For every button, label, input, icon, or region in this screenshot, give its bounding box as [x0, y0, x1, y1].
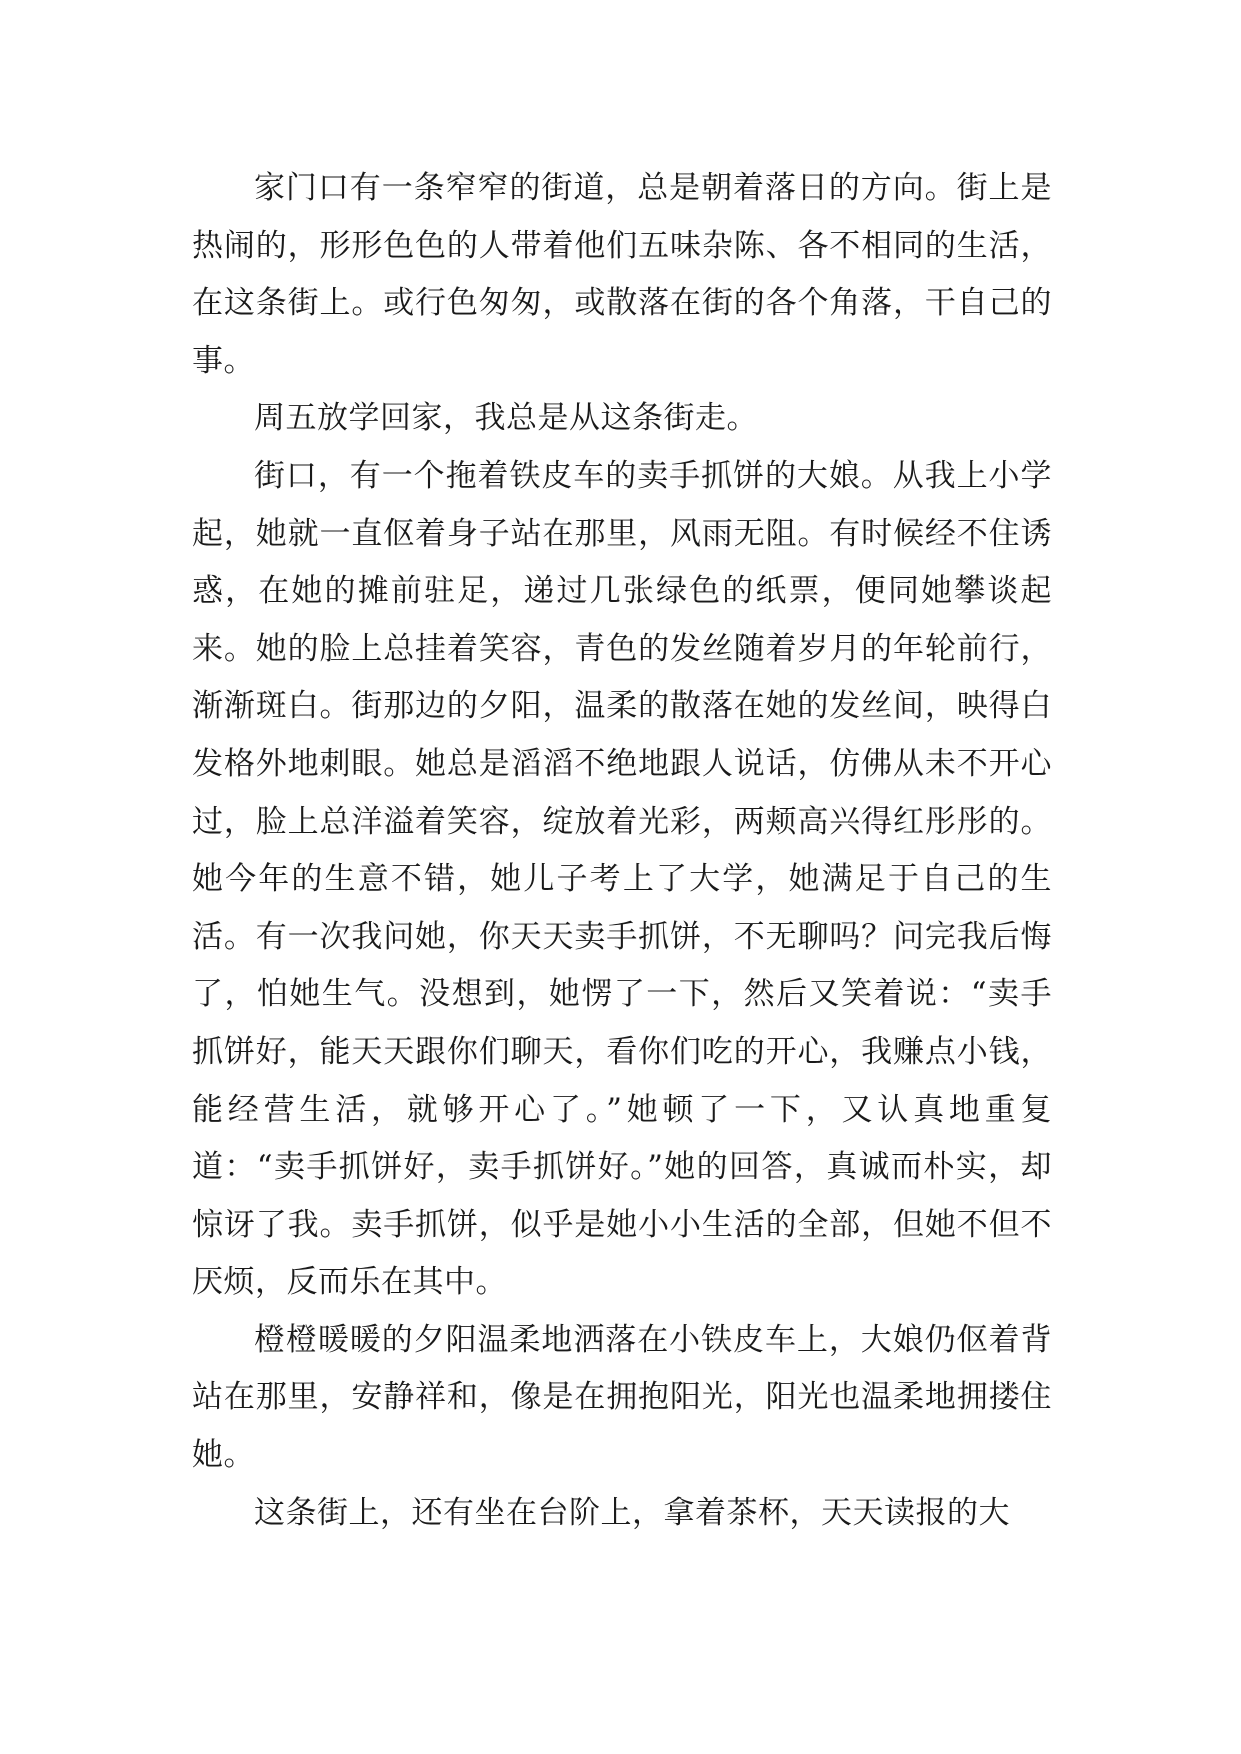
paragraph-4: 橙橙暖暖的夕阳温柔地洒落在小铁皮车上，大娘仍伛着背站在那里，安静祥和，像是在拥抱阳光，阳光也温柔地拥搂住她。: [192, 1321, 1052, 1474]
paragraph-5: 这条街上，还有坐在台阶上，拿着茶杯，天天读报的大: [254, 1494, 1010, 1531]
paragraph-3: 街口，有一个拖着铁皮车的卖手抓饼的大娘。从我上小学起，她就一直伛着身子站在那里，风雨无阻。有时候经不住诱惑，在她的摊前驻足，递过几张绿色的纸票，便同她攀谈起来。她的脸上总挂着笑容，青色的发丝随着岁月的年轮前行，渐渐斑白。街那边的夕阳，温柔的散落在她的发丝间，映得白发格外地刺眼。她总是滔滔不绝地跟人说话，仿佛从未不开心过，脸上总洋溢着笑容，绽放着光彩，两颊高兴得红彤彤的。她今年的生意不错，她儿子考上了大学，她满足于自己的生活。有一次我问她，你天天卖手抓饼，不无聊吗？问完我后悔了，怕她生气。没想到，她愣了一下，然后又笑着说：“卖手抓饼好，能天天跟你们聊天，看你们吃的开心，我赚点小钱，能经营生活，就够开心了。”她顿了一下，又认真地重复道：“卖手抓饼好，卖手抓饼好。”她的回答，真诚而朴实，却惊讶了我。卖手抓饼，似乎是她小小生活的全部，但她不但不厌烦，反而乐在其中。: [192, 457, 1052, 1301]
paragraph-1: 家门口有一条窄窄的街道，总是朝着落日的方向。街上是热闹的，形形色色的人带着他们五味杂陈、各不相同的生活，在这条街上。或行色匆匆，或散落在街的各个角落，干自己的事。: [192, 170, 1052, 379]
article-body: [192, 160, 1052, 1542]
paragraph-2: 周五放学回家，我总是从这条街走。: [254, 400, 758, 437]
